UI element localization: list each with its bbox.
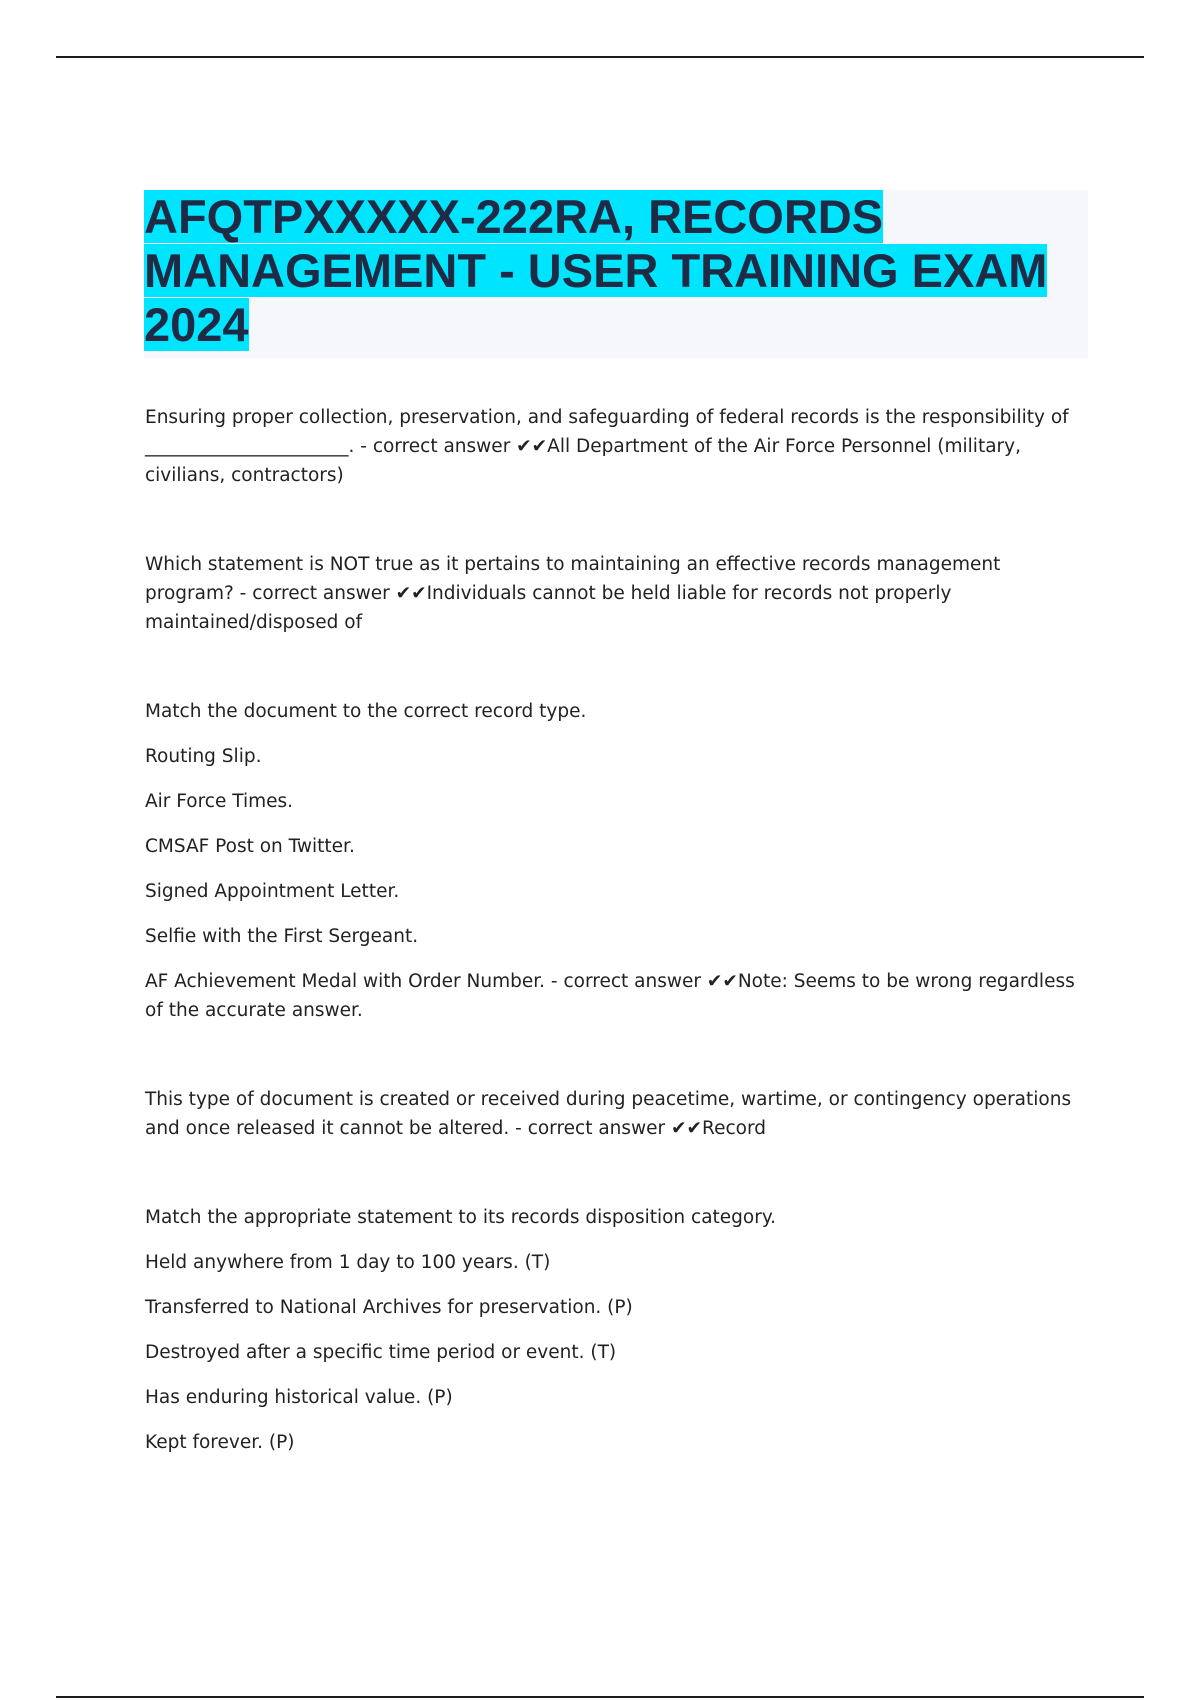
qa-5-item: Has enduring historical value. (P) [145,1387,453,1408]
qa-5-item: Transferred to National Archives for preservation. (P) [145,1297,633,1318]
qa-3-answer: AF Achievement Medal with Order Number. - correct answer ✔✔Note: Seems to be wrong regardless of the accurate answer. [145,971,1075,1021]
qa-block-1 [145,403,1090,490]
title-block [144,190,1088,358]
qa-block-4 [145,1085,1090,1143]
qa-block-2 [145,550,1090,637]
bottom-rule [56,1696,1144,1698]
qa-1-text: Ensuring proper collection, preservation, and safeguarding of federal records is the responsibility of ______________________. - correct answer ✔✔All Department of the Air Force Personnel (military, civilians, contractors) [145,407,1069,486]
top-rule [56,56,1144,58]
document-body [145,403,1090,1517]
qa-3-item: Signed Appointment Letter. [145,881,400,902]
page-title [144,190,1088,352]
qa-5-question: Match the appropriate statement to its records disposition category. [145,1207,777,1228]
qa-5-item: Destroyed after a specific time period or event. (T) [145,1342,617,1363]
qa-3-question: Match the document to the correct record type. [145,701,587,722]
qa-3-item: CMSAF Post on Twitter. [145,836,355,857]
qa-block-5 [145,1203,1090,1457]
qa-5-item: Held anywhere from 1 day to 100 years. (T) [145,1252,551,1273]
qa-5-item: Kept forever. (P) [145,1432,295,1453]
qa-3-item: Routing Slip. [145,746,262,767]
qa-3-item: Selfie with the First Sergeant. [145,926,419,947]
qa-block-3 [145,697,1090,1025]
qa-3-item: Air Force Times. [145,791,294,812]
title-highlight: AFQTPXXXXX-222RA, RECORDS MANAGEMENT - USER TRAINING EXAM 2024 [144,190,1048,351]
qa-4-text: This type of document is created or received during peacetime, wartime, or contingency operations and once released it cannot be altered. - correct answer ✔✔Record [145,1089,1072,1139]
qa-2-text: Which statement is NOT true as it pertains to maintaining an effective records management program? - correct answer ✔✔Individuals cannot be held liable for records not properly maintained/disposed of [145,554,1001,633]
